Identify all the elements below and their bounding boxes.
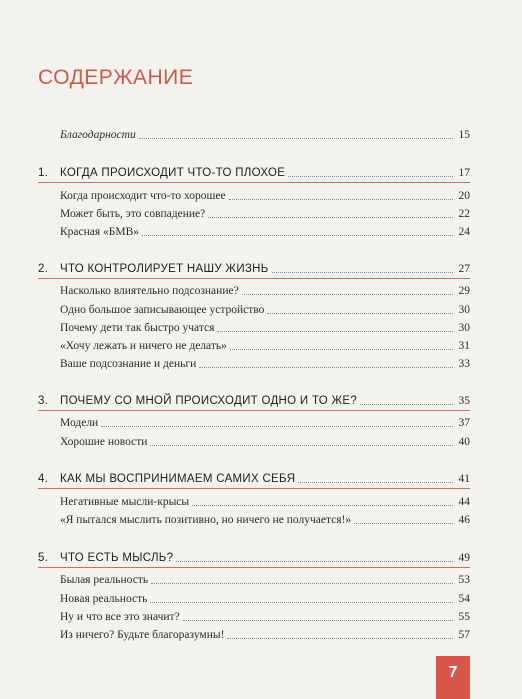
leader-dots (298, 482, 453, 483)
leader-dots (217, 331, 453, 332)
toc-entry[interactable] (38, 185, 470, 203)
toc-entry-label: Из ничего? Будьте благоразумны! (60, 629, 225, 641)
leader-dots (242, 294, 453, 295)
leader-dots (267, 313, 453, 314)
toc-entry[interactable] (38, 588, 470, 606)
chapter-page: 49 (458, 552, 470, 564)
leader-dots (150, 445, 453, 446)
toc-entry-page: 57 (458, 629, 470, 641)
toc-entry[interactable] (38, 431, 470, 449)
chapter-divider (38, 182, 470, 183)
chapter-title: КАК МЫ ВОСПРИНИМАЕМ САМИХ СЕБЯ (60, 473, 296, 485)
toc-entry-page: 54 (458, 593, 470, 605)
chapter-page: 41 (458, 473, 470, 485)
chapter-page: 17 (458, 167, 470, 179)
toc-entry-page: 30 (458, 322, 470, 334)
toc-entry[interactable] (38, 203, 470, 221)
toc-entry-label: Красная «БМВ» (60, 226, 140, 238)
toc-entry-page: 24 (458, 226, 470, 238)
chapter-heading[interactable] (38, 162, 470, 180)
leader-dots (176, 561, 453, 562)
toc-entry-label: «Хочу лежать и ничего не делать» (60, 340, 227, 352)
toc-entry-label: Модели (60, 417, 99, 429)
toc-entry-label: Негативные мысли-крысы (60, 496, 190, 508)
toc-entry-page: 55 (458, 611, 470, 623)
chapter-number: 4. (38, 473, 49, 485)
page-title: СОДЕРЖАНИЕ (38, 66, 194, 89)
chapter-number: 3. (38, 395, 49, 407)
toc-entry-label: Былая реальность (60, 574, 149, 586)
page-number-badge: 7 (436, 656, 470, 699)
toc-entry[interactable] (38, 317, 470, 335)
toc-entry-label: Насколько влиятельно подсознание? (60, 285, 239, 297)
toc-entry[interactable] (38, 491, 470, 509)
toc-entry-label: «Я пытался мыслить позитивно, но ничего не получается!» (60, 514, 352, 526)
toc-entry[interactable] (38, 569, 470, 587)
chapter-title: ПОЧЕМУ СО МНОЙ ПРОИСХОДИТ ОДНО И ТО ЖЕ? (60, 395, 358, 407)
toc-entry[interactable] (38, 624, 470, 642)
chapter-divider (38, 278, 470, 279)
toc-entry-label: Хорошие новости (60, 436, 148, 448)
leader-dots (288, 176, 453, 177)
toc-entry[interactable] (38, 335, 470, 353)
toc-entry-page: 33 (458, 358, 470, 370)
chapter-heading[interactable] (38, 547, 470, 565)
chapter-divider (38, 567, 470, 568)
chapter-number: 2. (38, 263, 49, 275)
chapter-heading[interactable] (38, 468, 470, 486)
toc-entry-page: 30 (458, 304, 470, 316)
leader-dots (272, 272, 453, 273)
toc-entry-page: 37 (458, 417, 470, 429)
chapter-title: ЧТО КОНТРОЛИРУЕТ НАШУ ЖИЗНЬ (60, 263, 269, 275)
toc-entry[interactable] (38, 221, 470, 239)
toc-entry[interactable] (38, 412, 470, 430)
leader-dots (150, 602, 453, 603)
leader-dots (229, 199, 453, 200)
toc-entry[interactable] (38, 280, 470, 298)
toc-entry-page: 53 (458, 574, 470, 586)
toc-entry-page: 22 (458, 208, 470, 220)
toc-entry[interactable] (38, 606, 470, 624)
toc-entry-page: 44 (458, 496, 470, 508)
toc-entry-label: Когда происходит что-то хорошее (60, 190, 226, 202)
leader-dots (101, 426, 453, 427)
chapter-page: 35 (458, 395, 470, 407)
toc-entry-label: Ну и что все это значит? (60, 611, 180, 623)
toc-entry-acknowledgements[interactable] (38, 124, 470, 142)
toc-entry-page: 15 (458, 129, 470, 141)
leader-dots (354, 523, 453, 524)
toc-entry-label: Ваше подсознание и деньги (60, 358, 197, 370)
chapter-divider (38, 410, 470, 411)
toc-entry-label: Новая реальность (60, 593, 148, 605)
chapter-divider (38, 488, 470, 489)
chapter-heading[interactable] (38, 258, 470, 276)
chapter-number: 5. (38, 552, 49, 564)
leader-dots (360, 404, 453, 405)
toc-entry[interactable] (38, 509, 470, 527)
toc-entry-page: 20 (458, 190, 470, 202)
leader-dots (139, 138, 453, 139)
toc-entry-label: Благодарности (60, 129, 136, 141)
leader-dots (208, 217, 453, 218)
leader-dots (183, 620, 453, 621)
toc-entry-page: 46 (458, 514, 470, 526)
leader-dots (199, 367, 453, 368)
toc-entry-label: Может быть, это совпадение? (60, 208, 206, 220)
toc-entry-page: 31 (458, 340, 470, 352)
toc-entry-page: 29 (458, 285, 470, 297)
toc-entry-page: 40 (458, 436, 470, 448)
toc-entry[interactable] (38, 299, 470, 317)
leader-dots (227, 638, 453, 639)
toc-entry-label: Одно большое записывающее устройство (60, 304, 265, 316)
leader-dots (151, 583, 453, 584)
toc-entry-label: Почему дети так быстро учатся (60, 322, 215, 334)
leader-dots (192, 505, 453, 506)
chapter-heading[interactable] (38, 390, 470, 408)
chapter-page: 27 (458, 263, 470, 275)
toc-entry[interactable] (38, 353, 470, 371)
leader-dots (142, 235, 453, 236)
leader-dots (230, 349, 453, 350)
chapter-title: ЧТО ЕСТЬ МЫСЛЬ? (60, 552, 174, 564)
chapter-number: 1. (38, 167, 49, 179)
chapter-title: КОГДА ПРОИСХОДИТ ЧТО-ТО ПЛОХОЕ (60, 167, 286, 179)
